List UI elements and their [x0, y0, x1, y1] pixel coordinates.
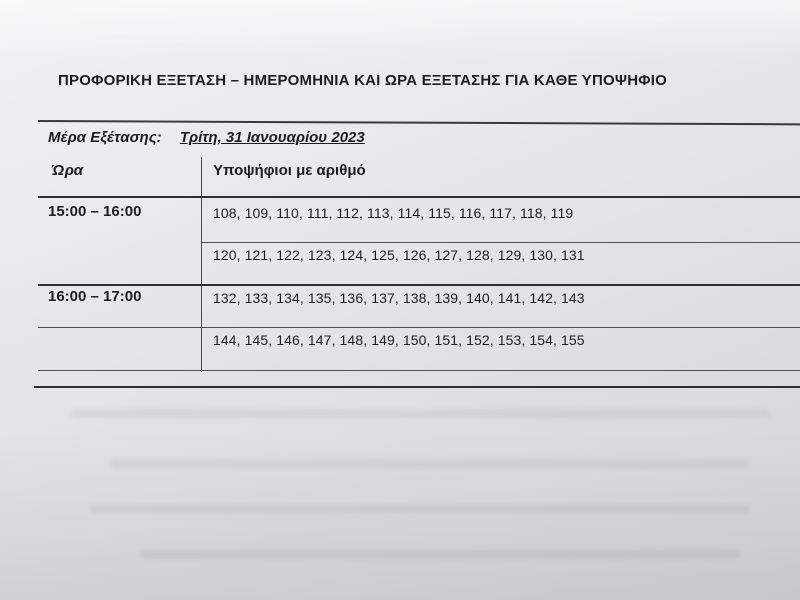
table-bottom-rule	[38, 370, 800, 371]
schedule-table	[38, 152, 800, 372]
row-1-slot: 15:00 – 16:00	[48, 203, 142, 220]
header-candidates: Υποψήφιοι με αριθμό	[213, 162, 366, 179]
bottom-rule	[34, 386, 800, 388]
document-title: ΠΡΟΦΟΡΙΚΗ ΕΞΕΤΑΣΗ – ΗΜΕΡΟΜΗΝΙΑ ΚΑΙ ΩΡΑ ΕΞΕΤΑΣΗΣ ΓΙΑ ΚΑΘΕ ΥΠΟΨΗΦΙΟ	[58, 72, 667, 89]
row-3-slot: 16:00 – 17:00	[48, 288, 142, 305]
row-3-numbers: 132, 133, 134, 135, 136, 137, 138, 139, 140, 141, 142, 143	[213, 290, 585, 306]
exam-day-date: Τρίτη, 31 Ιανουαρίου 2023	[179, 129, 365, 146]
paper-shadow	[0, 430, 800, 600]
column-divider	[201, 157, 202, 372]
paper-highlight	[0, 0, 800, 60]
exam-day-label: Μέρα Εξέτασης:	[48, 129, 162, 146]
row-1-numbers: 108, 109, 110, 111, 112, 113, 114, 115, 116, 117, 118, 119	[213, 205, 574, 221]
group-rule	[38, 284, 800, 286]
row-2-numbers: 120, 121, 122, 123, 124, 125, 126, 127, 128, 129, 130, 131	[213, 247, 585, 263]
header-rule	[38, 196, 800, 198]
top-rule	[38, 120, 800, 125]
row-rule	[38, 327, 800, 328]
row-4-numbers: 144, 145, 146, 147, 148, 149, 150, 151, 152, 153, 154, 155	[213, 332, 585, 348]
row-rule	[201, 242, 800, 243]
bleed-through-text	[70, 410, 770, 418]
header-hour: Ώρα	[52, 162, 84, 179]
exam-day-line	[48, 129, 365, 146]
